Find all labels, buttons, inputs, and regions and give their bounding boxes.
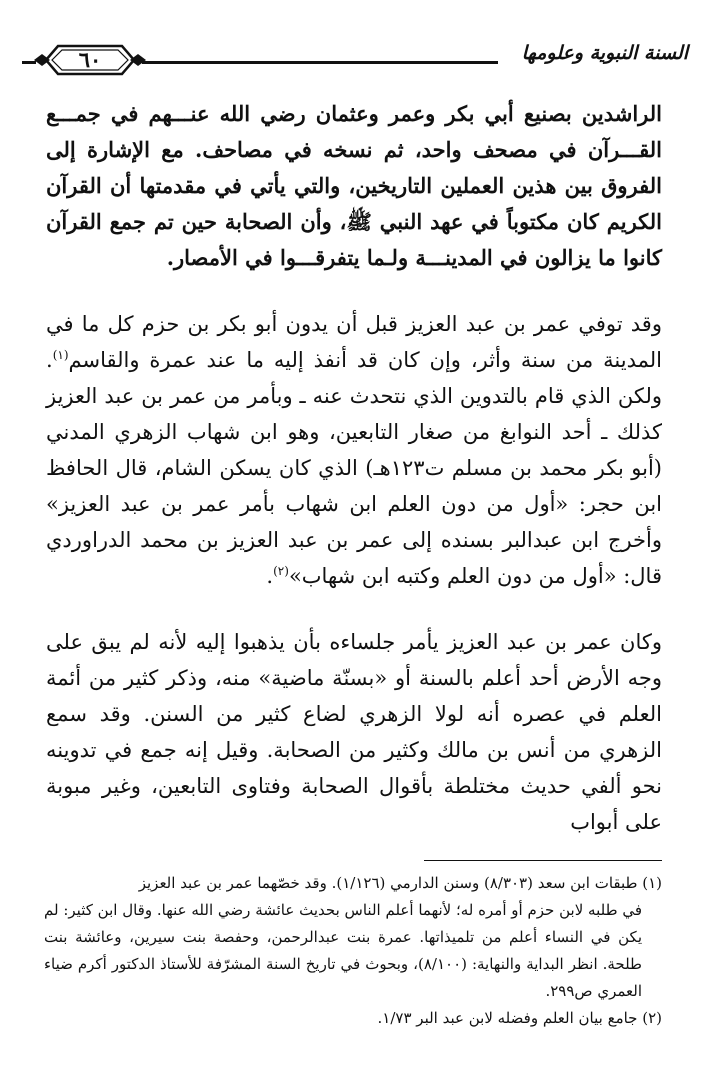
footnote-1-first-line: (١) طبقات ابن سعد (٨/٣٠٣) وسنن الدارمي (١/١٢٦). وقد خصّهما عمر بن عبد العزيز	[138, 874, 662, 892]
footnotes	[44, 870, 662, 1032]
paragraph-2	[46, 306, 662, 594]
header-rule	[142, 61, 498, 64]
page-header	[22, 34, 688, 78]
paragraph-2-part-b: . ولكن الذي قام بالتدوين الذي نتحدث عنه ـ وبأمر من عمر بن عبد العزيز كذلك ـ أحد النوابغ من صغار التابعين، وهو ابن شهاب الزهري المدني (أبو بكر محمد بن مسلم ت١٢٣هـ) الذي كان يسكن الشام، قال الحافظ ابن حجر: «أول من دون العلم ابن شهاب بأمر عمر بن عبد العزيز» وأخرج ابن عبدالبر بسنده إلى عمر بن عبد العزيز بن محمد الدراوردي قال: «أول من دون العلم وكتبه ابن شهاب»	[46, 348, 662, 588]
footnote-divider	[424, 860, 662, 861]
footnote-ref-1[interactable]: (١)	[52, 348, 69, 362]
page-number: ٦٠	[78, 47, 102, 72]
footnote-ref-2[interactable]: (٢)	[273, 564, 289, 578]
paragraph-1: الراشدين بصنيع أبي بكر وعمر وعثمان رضي الله عنـــهم في جمـــع القـــرآن في مصحف واحد، ثم نسخه في مصاحف. مع الإشارة إلى الفروق بين هذين العملين التاريخين، والتي يأتي في مقدمتها أن القرآن الكريم كان مكتوباً في عهد النبي ﷺ، وأن الصحابة حين تم جمع القرآن كانوا ما يزالون في المدينـــة ولـما يتفرقـــوا في الأمصار.	[46, 101, 662, 270]
footnote-1-continuation: في طلبه لابن حزم أو أمره له؛ لأنهما أعلم الناس بحديث عائشة رضي الله عنها. وقال ابن كثير: لم يكن في النساء أعلم من تلميذاتها. عمرة بنت عبدالرحمن، وحفصة بنت سيرين، وعائشة بنت طلحة. انظر البداية والنهاية: (٨/١٠٠)، وبحوث في تاريخ السنة المشرّفة للأستاذ الدكتور أكرم ضياء العمري ص٢٩٩.	[44, 901, 642, 1000]
footnote-2: (٢) جامع بيان العلم وفضله لابن عبد البر ١/٧٣.	[377, 1009, 662, 1027]
paragraph-3: وكان عمر بن عبد العزيز يأمر جلساءه بأن يذهبوا إليه لأنه لم يبق على وجه الأرض أحد أعلم بالسنة أو «بسنّة ماضية» منه، وذكر كثير من أئمة العلم في عصره أنه لولا الزهري لضاع كثير من السنن. وقد سمع الزهري من أنس بن مالك وكثير من الصحابة. وقيل إنه جمع في تدوينه نحو ألفي حديث مختلطة بأقوال الصحابة وفتاوى التابعين، وغير مبوبة على أبواب	[46, 630, 662, 834]
paragraph-2-part-a: وقد توفي عمر بن عبد العزيز قبل أن يدون أبو بكر بن حزم كل ما في المدينة من سنة وأثر، وإن كان قد أنفذ إليه ما عند عمرة والقاسم	[46, 312, 662, 372]
running-title: السنة النبوية وعلومها	[521, 42, 688, 64]
footnote-1	[44, 870, 662, 1005]
paragraph-2-part-c: .	[266, 564, 274, 588]
